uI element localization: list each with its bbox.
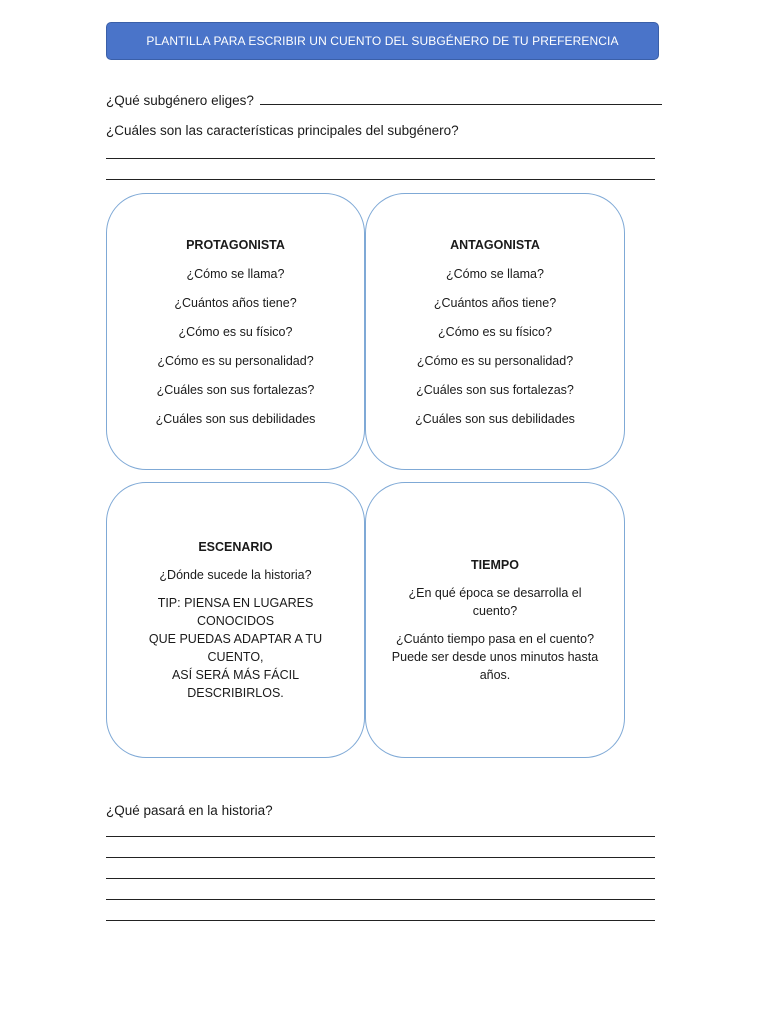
time-card <box>365 482 625 758</box>
time-period-line: ¿En qué época se desarrolla el <box>408 586 582 600</box>
protagonist-title: PROTAGONISTA <box>186 238 285 252</box>
plot-answer-line-1[interactable] <box>106 836 655 837</box>
protagonist-question: ¿Cómo es su personalidad? <box>157 354 314 368</box>
setting-tip-line: TIP: PIENSA EN LUGARES CONOCIDOS <box>157 596 314 628</box>
time-duration-line: Puede ser desde unos minutos hasta <box>391 650 599 664</box>
antagonist-question: ¿Cómo se llama? <box>446 267 544 281</box>
antagonist-question: ¿Cuáles son sus fortalezas? <box>416 383 574 397</box>
plot-answer-line-4[interactable] <box>106 899 655 900</box>
protagonist-card <box>106 193 365 470</box>
characteristics-answer-line-1[interactable] <box>106 158 655 159</box>
subgenre-question-label: ¿Qué subgénero eliges? <box>106 93 254 108</box>
protagonist-question: ¿Cuántos años tiene? <box>174 296 297 310</box>
protagonist-question: ¿Cómo se llama? <box>186 267 285 281</box>
protagonist-question: ¿Cuáles son sus fortalezas? <box>156 383 315 397</box>
protagonist-question: ¿Cómo es su físico? <box>178 325 293 339</box>
plot-answer-line-5[interactable] <box>106 920 655 921</box>
antagonist-title: ANTAGONISTA <box>450 238 540 252</box>
subgenre-answer-line[interactable] <box>260 104 662 105</box>
antagonist-card <box>365 193 625 470</box>
characteristics-answer-line-2[interactable] <box>106 179 655 180</box>
time-period-question <box>408 584 581 620</box>
plot-answer-line-2[interactable] <box>106 857 655 858</box>
setting-tip-line: ASÍ SERÁ MÁS FÁCIL DESCRIBIRLOS. <box>171 668 300 700</box>
antagonist-question: ¿Cómo es su físico? <box>438 325 552 339</box>
antagonist-question: ¿Cuáles son sus debilidades <box>415 412 575 426</box>
characteristics-question: ¿Cuáles son las características principales del subgénero? <box>106 123 459 138</box>
time-period-line: cuento? <box>472 604 518 618</box>
protagonist-question: ¿Cuáles son sus debilidades <box>155 412 316 426</box>
header-banner <box>106 22 659 60</box>
antagonist-question: ¿Cuántos años tiene? <box>433 296 557 310</box>
time-duration-line: años. <box>479 668 511 682</box>
setting-tip-line: QUE PUEDAS ADAPTAR A TU CUENTO, <box>148 632 323 664</box>
time-duration-question <box>392 630 598 684</box>
plot-answer-line-3[interactable] <box>106 878 655 879</box>
setting-tip <box>125 594 346 702</box>
setting-title: ESCENARIO <box>198 540 273 554</box>
setting-card <box>106 482 365 758</box>
antagonist-question: ¿Cómo es su personalidad? <box>416 354 574 368</box>
time-duration-line: ¿Cuánto tiempo pasa en el cuento? <box>395 632 595 646</box>
subgenre-question <box>106 93 662 108</box>
page-title: PLANTILLA PARA ESCRIBIR UN CUENTO DEL SUBGÉNERO DE TU PREFERENCIA <box>146 34 619 48</box>
plot-question: ¿Qué pasará en la historia? <box>106 803 273 818</box>
time-title: TIEMPO <box>471 558 519 572</box>
setting-question: ¿Dónde sucede la historia? <box>159 568 312 582</box>
